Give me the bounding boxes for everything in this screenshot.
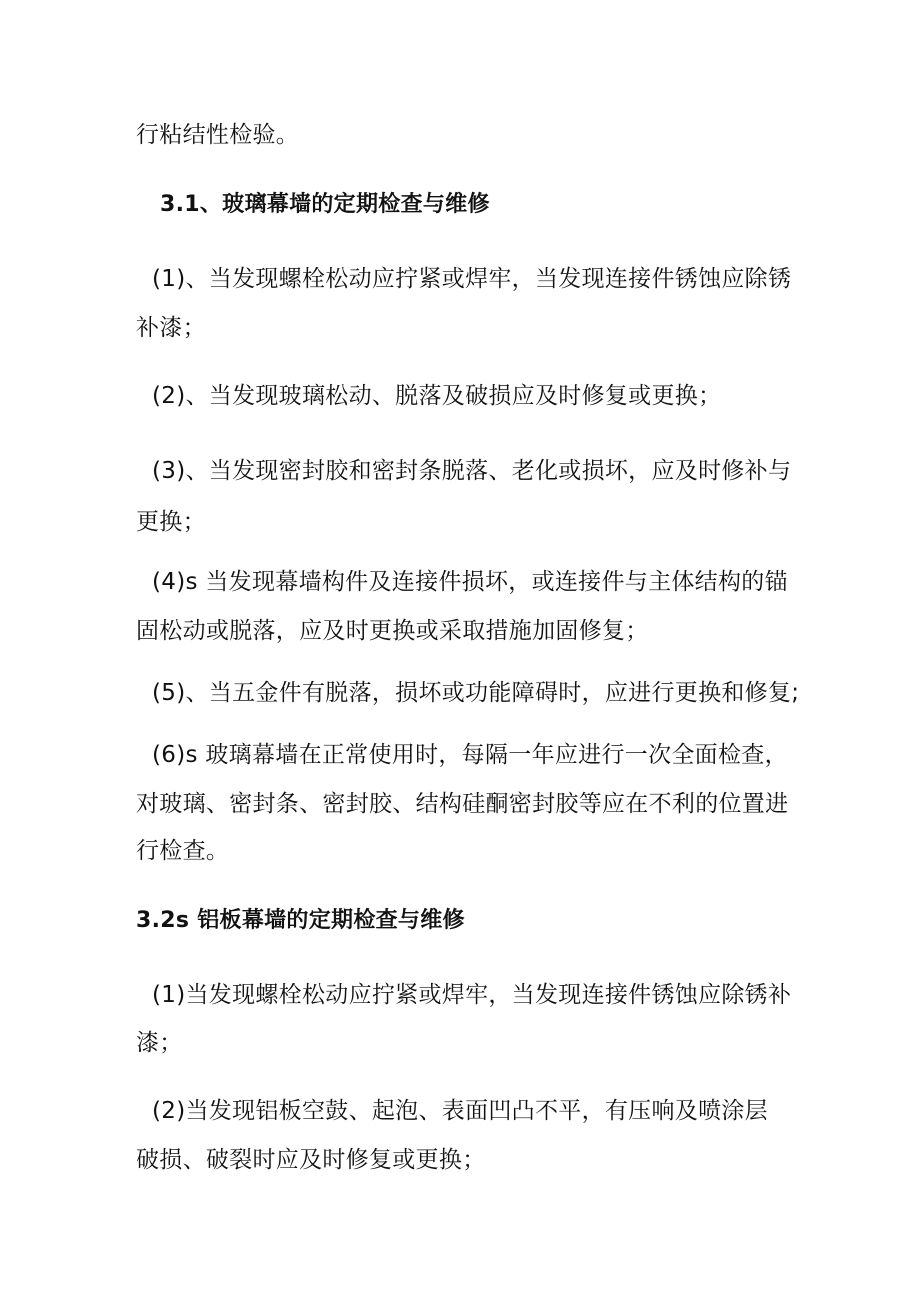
item-3-2-2-line1: (2)当发现铝板空鼓、起泡、表面凹凸不平，有压响及喷涂层 [152,1098,768,1124]
item-3-1-4-line1: (4)s 当发现幕墙构件及连接件损坏，或连接件与主体结构的锚 [152,569,788,595]
item-3-2-1-line2: 漆； [136,1030,183,1056]
item-3-1-4-line2: 固松动或脱落，应及时更换或采取措施加固修复； [136,618,649,644]
intro-tail-text: 行粘结性检验。 [136,122,300,148]
section-3-2-heading: 3.2s 铝板幕墙的定期检查与维修 [136,908,465,933]
item-3-2-2-line2: 破损、破裂时应及时修复或更换； [136,1147,486,1173]
item-3-1-3-line1: (3)、当发现密封胶和密封条脱落、老化或损坏，应及时修补与 [152,458,792,484]
item-3-1-6-line1: (6)s 玻璃幕墙在正常使用时，每隔一年应进行一次全面检查， [152,742,788,768]
item-3-1-5-line1: (5)、当五金件有脱落，损坏或功能障碍时，应进行更换和修复; [152,680,800,706]
item-3-1-1-line2: 补漆； [136,315,206,341]
item-3-1-6-line2: 对玻璃、密封条、密封胶、结构硅酮密封胶等应在不利的位置进 [136,791,789,817]
item-3-1-2-line1: (2)、当发现玻璃松动、脱落及破损应及时修复或更换； [152,383,722,409]
section-3-1-heading: 3.1、玻璃幕墙的定期检查与维修 [160,192,490,217]
item-3-1-3-line2: 更换； [136,509,206,535]
item-3-2-1-line1: (1)当发现螺栓松动应拧紧或焊牢，当发现连接件锈蚀应除锈补 [152,982,792,1008]
item-3-1-1-line1: (1)、当发现螺栓松动应拧紧或焊牢，当发现连接件锈蚀应除锈 [152,266,792,292]
item-3-1-6-line3: 行检查。 [136,838,230,864]
